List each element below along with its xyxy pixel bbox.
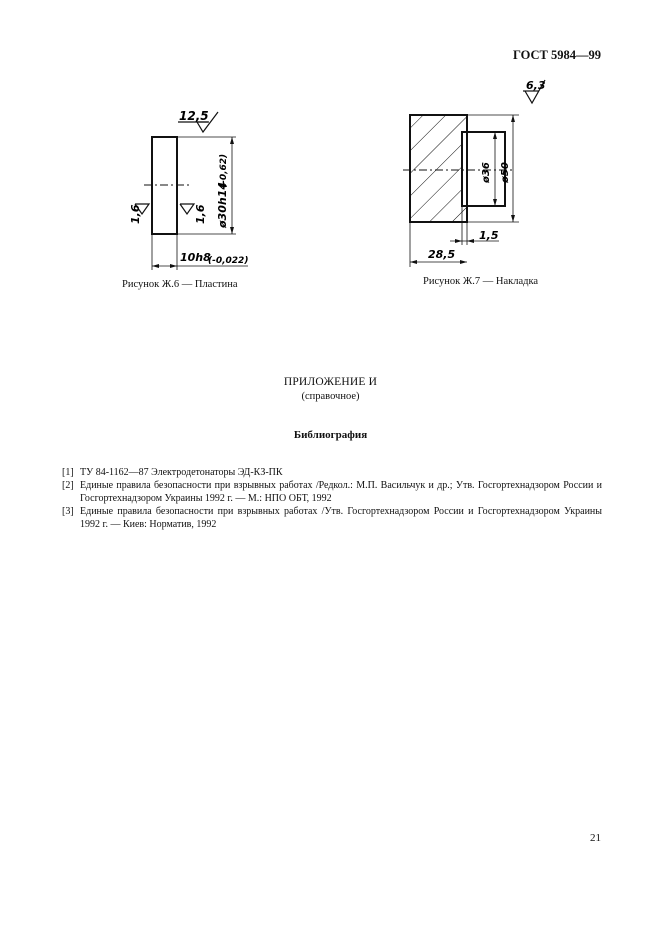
roughness-left-label: 1,6 xyxy=(129,204,142,224)
bibliography-item-number: [1] xyxy=(62,467,74,478)
roughness-top-label: 12,5 xyxy=(179,109,209,123)
appendix-title: ПРИЛОЖЕНИЕ И xyxy=(283,376,378,388)
roughness-right-label: 1,6 xyxy=(194,204,207,224)
roughness-sign-right xyxy=(180,204,194,214)
bibliography-item xyxy=(62,505,602,531)
dimension-diameter-tolerance: (-0,62) xyxy=(219,153,229,188)
dimension-outer-diameter: ø50 xyxy=(500,162,511,183)
bibliography-item xyxy=(62,466,602,479)
bibliography-item-text: Единые правила безопасности при взрывных работах /Редкол.: М.П. Васильчук и др.; Утв. Госгортехнадзором России и Госгортехнадзором Украины 1992 г. — М.: НПО ОБТ, 1992 xyxy=(80,480,602,504)
dimension-length: 28,5 xyxy=(428,248,456,261)
overlay-body-section xyxy=(410,115,467,222)
bibliography-item-text: ТУ 84-1162—87 Электродетонаторы ЭД-КЗ-ПК xyxy=(80,467,283,478)
appendix-subtitle: (справочное) xyxy=(301,391,360,402)
page-header-standard: ГОСТ 5984—99 xyxy=(512,48,601,62)
dimension-width-tolerance: (-0,022) xyxy=(208,256,249,266)
bibliography-item-text: Единые правила безопасности при взрывных работах /Утв. Госгортехнадзором России и Госгортехнадзором Украины 1992 г. — Киев: Норматив, 1992 xyxy=(80,506,602,530)
dimension-width: 10h8 xyxy=(180,251,211,264)
dimension-inner-diameter: ø36 xyxy=(481,162,492,183)
bibliography-item xyxy=(62,479,602,505)
dimension-step: 1,5 xyxy=(479,229,499,242)
dimension-diameter: ø30h14 xyxy=(216,181,229,228)
figure-6-caption: Рисунок Ж.6 — Пластина xyxy=(122,279,238,290)
figure-7-drawing xyxy=(395,75,575,270)
figure-7-caption: Рисунок Ж.7 — Накладка xyxy=(423,276,539,287)
bibliography-item-number: [3] xyxy=(62,506,74,517)
bibliography-list xyxy=(62,466,602,531)
figure-6-drawing xyxy=(120,100,260,272)
bibliography-title: Библиография xyxy=(293,429,368,441)
roughness-general-label: 6,3 xyxy=(526,79,546,92)
bibliography-item-number: [2] xyxy=(62,480,74,491)
page-number: 21 xyxy=(590,832,601,844)
